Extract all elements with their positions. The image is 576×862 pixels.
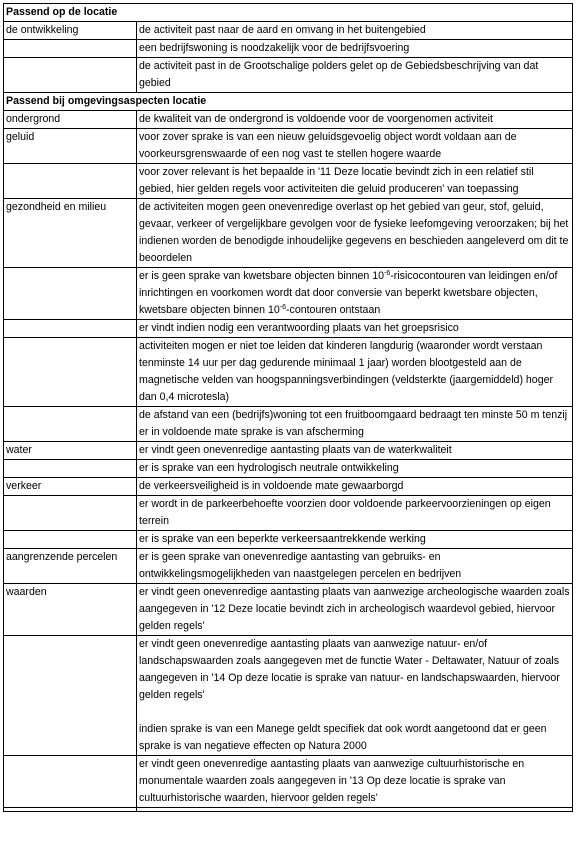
- criterion-text: de activiteit past naar de aard en omvang in het buitengebied: [137, 22, 573, 40]
- aspect-label: gezondheid en milieu: [4, 199, 137, 268]
- criterion-paragraph: indien sprake is van een Manege geldt specifiek dat ook wordt aangetoond dat er geen sprake is van negatieve effecten op Natura 2000: [139, 723, 547, 752]
- table-row: [4, 320, 573, 338]
- aspect-label: geluid: [4, 129, 137, 164]
- aspect-label: [4, 338, 137, 407]
- aspect-label: [4, 756, 137, 808]
- aspect-label: [4, 407, 137, 442]
- criterion-text: de verkeersveiligheid is in voldoende mate gewaarborgd: [137, 478, 573, 496]
- criterion-text: er is geen sprake van onevenredige aantasting van gebruiks- en ontwikkelingsmogelijkheden van naastgelegen percelen en bedrijven: [137, 549, 573, 584]
- criterion-paragraph: er vindt geen onevenredige aantasting plaats van aanwezige natuur- en/of landschapswaarden zoals aangegeven met de functie Water - Deltawater, Natuur of zoals aangegeven in '14 Op deze locatie is sprake van natuur- en landschapswaarden, hiervoor gelden regels': [139, 638, 560, 701]
- aspect-label: [4, 636, 137, 756]
- empty-cell: [137, 808, 573, 812]
- text-part: -contouren ontstaan: [286, 304, 381, 316]
- table-row: [4, 478, 573, 496]
- criterion-text: [137, 268, 573, 320]
- criterion-text: er vindt geen onevenredige aantasting plaats van aanwezige archeologische waarden zoals aangegeven in '12 Deze locatie bevindt zich in archeologisch waardevol gebied, hiervoor gelden regels': [137, 584, 573, 636]
- empty-cell: [4, 808, 137, 812]
- table-row: [4, 442, 573, 460]
- criterion-text: [137, 636, 573, 756]
- criterion-text: er vindt geen onevenredige aantasting plaats van de waterkwaliteit: [137, 442, 573, 460]
- aspect-label: [4, 460, 137, 478]
- table-row: [4, 22, 573, 40]
- criterion-text: de activiteiten mogen geen onevenredige overlast op het gebied van geur, stof, geluid, gevaar, verkeer of vergelijkbare gevolgen voor de fysieke leefomgeving veroorzaken; bij het indienen worden de benodigde inhoudelijke gegevens en beschieden aangeleverd om dit te beoordelen: [137, 199, 573, 268]
- criterion-text: er vindt geen onevenredige aantasting plaats van aanwezige cultuurhistorische en monumentale waarden zoals aangegeven in '13 Op deze locatie is sprake van cultuurhistorische waarden, hiervoor gelden regels': [137, 756, 573, 808]
- superscript-exponent: -6: [384, 270, 391, 277]
- table-row: [4, 268, 573, 320]
- criterion-text: de activiteit past in de Grootschalige polders gelet op de Gebiedsbeschrijving van dat gebied: [137, 58, 573, 93]
- table-row: [4, 407, 573, 442]
- criterion-text: de afstand van een (bedrijfs)woning tot een fruitboomgaard bedraagt ten minste 50 m tenzij er in voldoende mate sprake is van afscherming: [137, 407, 573, 442]
- criterion-text: een bedrijfswoning is noodzakelijk voor de bedrijfsvoering: [137, 40, 573, 58]
- text-part: -risicocontouren van leidingen en/of inrichtingen en voorkomen wordt dat door conversie van beperkt kwetsbare objecten, kwetsbare objecten binnen 10: [139, 270, 558, 316]
- table-row: [4, 129, 573, 164]
- criterion-text: er is sprake van een hydrologisch neutrale ontwikkeling: [137, 460, 573, 478]
- criterion-text: voor zover relevant is het bepaalde in '11 Deze locatie bevindt zich in een relatief stil gebied, hier gelden regels voor activiteiten die geluid produceren' van toepassing: [137, 164, 573, 199]
- section-title: Passend bij omgevingsaspecten locatie: [4, 93, 573, 111]
- criterion-text: er vindt indien nodig een verantwoording plaats van het groepsrisico: [137, 320, 573, 338]
- criterion-text: er is sprake van een beperkte verkeersaantrekkende werking: [137, 531, 573, 549]
- criterion-text: activiteiten mogen er niet toe leiden dat kinderen langdurig (waaronder wordt verstaan tenminste 14 uur per dag gedurende minimaal 1 jaar) worden blootgesteld aan de magnetische velden van hoogspanningsverbindingen (veldsterkte (jaargemiddeld) hoger dan 0,4 microtesla): [137, 338, 573, 407]
- paragraph-gap: [139, 704, 570, 721]
- table-row: [4, 584, 573, 636]
- table-row-empty: [4, 808, 573, 812]
- aspect-label: waarden: [4, 584, 137, 636]
- aspect-label: [4, 531, 137, 549]
- table-row: [4, 636, 573, 756]
- aspect-label: [4, 320, 137, 338]
- aspect-label: water: [4, 442, 137, 460]
- section-header-row: [4, 93, 573, 111]
- table-row: [4, 164, 573, 199]
- table-row: [4, 496, 573, 531]
- table-row: [4, 111, 573, 129]
- text-part: er is geen sprake van kwetsbare objecten binnen 10: [139, 270, 384, 282]
- table-row: [4, 199, 573, 268]
- aspect-label: de ontwikkeling: [4, 22, 137, 40]
- table-row: [4, 338, 573, 407]
- aspect-label: aangrenzende percelen: [4, 549, 137, 584]
- table-row: [4, 40, 573, 58]
- aspect-label: [4, 496, 137, 531]
- aspect-label: [4, 268, 137, 320]
- table-row: [4, 549, 573, 584]
- table-row: [4, 756, 573, 808]
- table-row: [4, 58, 573, 93]
- aspect-label: verkeer: [4, 478, 137, 496]
- table-row: [4, 460, 573, 478]
- criterion-text: de kwaliteit van de ondergrond is voldoende voor de voorgenomen activiteit: [137, 111, 573, 129]
- superscript-exponent: -6: [279, 304, 286, 311]
- criterion-text: er wordt in de parkeerbehoefte voorzien door voldoende parkeervoorzieningen op eigen terrein: [137, 496, 573, 531]
- section-title: Passend op de locatie: [4, 4, 573, 22]
- aspect-label: [4, 58, 137, 93]
- section-header-row: [4, 4, 573, 22]
- aspect-label: ondergrond: [4, 111, 137, 129]
- aspect-label: [4, 40, 137, 58]
- criterion-text: voor zover sprake is van een nieuw geluidsgevoelig object wordt voldaan aan de voorkeursgrenswaarde of een nog vast te stellen hogere waarde: [137, 129, 573, 164]
- rules-table: [3, 3, 573, 812]
- aspect-label: [4, 164, 137, 199]
- table-row: [4, 531, 573, 549]
